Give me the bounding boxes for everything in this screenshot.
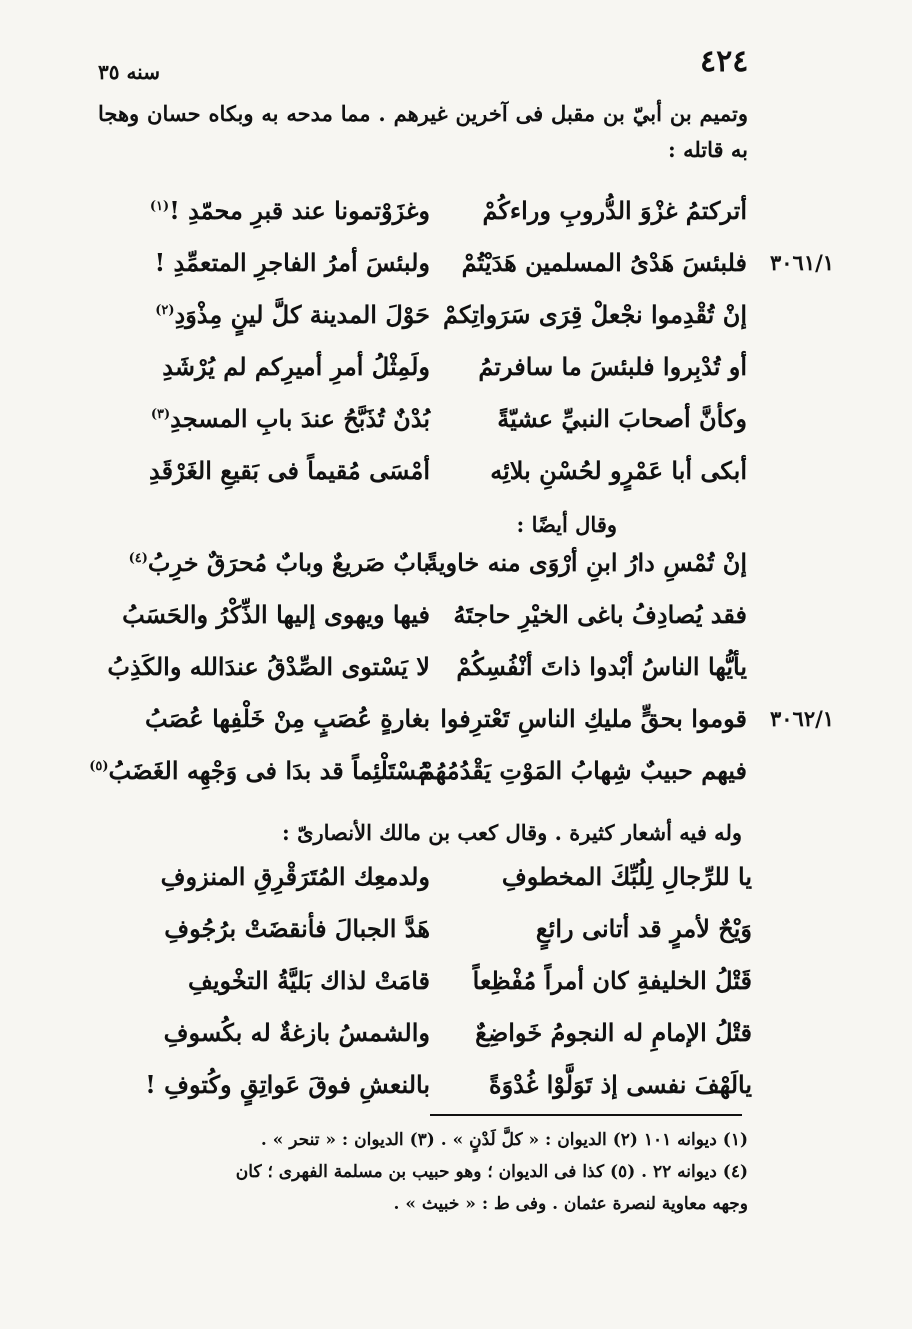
verse-hemistich-second (100, 404, 430, 456)
verse-hemistich-first: فيهم حبيبٌ شِهابُ المَوْتِ يَقْدُمُهُمْ (419, 756, 747, 785)
verse-text: ولَمِثْلُ أمرِ أميرِكم لم يُرْشَدِ (162, 352, 430, 381)
verse-hemistich-first: أو تُدْبِروا فلبئسَ ما سافرتمُ (478, 352, 747, 381)
verse-hemistich-first: فلبئسَ هَدْىُ المسلمين هَدَيْتُمْ (461, 248, 747, 277)
verse-hemistich-first: أتركتمُ غزْوَ الدُّروبِ وراءكُمْ (482, 196, 747, 225)
verse-hemistich-first: وَيْحٌ لأمرٍ قد أتانى رائعٍ (535, 914, 752, 943)
verse-hemistich-first: إنْ تُمْسِ دارُ ابنِ أرْوَى منه خاويةً (425, 548, 747, 577)
verse-hemistich-second (89, 756, 430, 808)
verse-hemistich-second (130, 1018, 430, 1070)
verse-hemistich-first: قتْلُ الإمامِ له النجومُ خَواضِعٌ (475, 1018, 752, 1047)
verse-hemistich-second (100, 456, 430, 508)
verse-hemistich-first: فقد يُصادِفُ باغى الخيْرِ حاجتَهُ (453, 600, 747, 629)
verse-hemistich-second (130, 966, 430, 1018)
verse-hemistich-second (100, 352, 430, 404)
verse-text: بابٌ صَريعٌ وبابٌ مُحرَقٌ خرِبُ (147, 548, 430, 577)
margin-reference-1: ٣٠٦١/١ (770, 250, 835, 275)
footnote-marker: (١) (149, 199, 170, 214)
verse-text: لا يَسْتوى الصِّدْقُ عندَالله والكَذِبُ (107, 652, 430, 681)
verse-hemistich-second (100, 248, 430, 300)
verse-hemistich-second (100, 652, 430, 704)
footnote-marker: (٣) (150, 407, 171, 422)
verse-hemistich-second (100, 196, 430, 248)
verse-hemistich-second (130, 914, 430, 966)
verse-text: قامَتْ لذاك بَليَّةُ التخْويفِ (187, 966, 430, 995)
verse-text: ولدمعِك المُتَرَقْرِقِ المنزوفِ (160, 862, 430, 891)
running-header-year: سنه ٣٥ (98, 60, 160, 84)
intro-paragraph: وتميم بن أبيّ بن مقبل فى آخرين غيرهم . مما مدحه به وبكاه حسان وهجا به قاتله : (98, 101, 748, 162)
footnote-separator (430, 1114, 742, 1116)
verse-text: أمْسَى مُقيماً فى بَقيعِ الغَرْقَدِ (149, 456, 430, 485)
footnote-line-1: (١) ديوانه ١٠١ (٢) الديوان : « كلَّ لَدْنٍ » . (٣) الديوان : « تنحر » . (260, 1130, 748, 1150)
verse-text: مُسْتَلْئِماً قد بدَا فى وَجْهِه الغَضَبُ (108, 756, 430, 785)
verse-text: بُدْنٌ تُذَبَّحُ عندَ بابِ المسجدِ (170, 404, 430, 433)
verse-text: ولبئسَ أمرُ الفاجرِ المتعمِّدِ ! (154, 248, 430, 277)
footnote-marker: (٤) (128, 551, 148, 566)
verse-hemistich-second (100, 600, 430, 652)
verse-hemistich-first: يا للرِّجالِ لِلُبِّكَ المخطوفِ (501, 862, 752, 891)
verse-hemistich-second (100, 300, 430, 352)
verse-hemistich-second (130, 1070, 430, 1122)
verse-text: فيها ويهوى إليها الذِّكْرُ والحَسَبُ (122, 600, 430, 629)
verse-hemistich-first: يأيُّها الناسُ أبْدوا ذاتَ أنْفُسِكُمْ (456, 652, 747, 681)
footnote-marker: (٢) (155, 303, 175, 318)
verse-text: حَوْلَ المدينة كلَّ لينٍ مِذْوَدِ (174, 300, 430, 329)
margin-reference-2: ٣٠٦٢/١ (770, 706, 835, 731)
verse-text: بالنعشِ فوقَ عَواتِقٍ وكُتوفِ ! (145, 1070, 430, 1099)
footnote-line-3: وجهه معاوية لنصرة عثمان . وفى ط : « خبيث » . (393, 1194, 748, 1214)
verse-hemistich-first: أبكى أبا عَمْرٍو لحُسْنِ بلائِه (490, 456, 747, 485)
verse-hemistich-first: وكأنَّ أصحابَ النبيِّ عشيّةً (497, 404, 747, 433)
page-number: ٤٢٤ (700, 44, 749, 79)
subheading-2: وله فيه أشعار كثيرة . وقال كعب بن مالك الأنصارىّ : (282, 820, 742, 845)
verse-hemistich-second (100, 548, 430, 600)
verse-hemistich-first: يالَهْفَ نفسى إذ تَوَلَّوْا غُدْوَةً (489, 1070, 752, 1099)
footnote-line-2: (٤) ديوانه ٢٢ . (٥) كذا فى الديوان ؛ وهو حبيب بن مسلمة الفهرى ؛ كان (235, 1162, 748, 1182)
verse-text: والشمسُ بازغةٌ له بكُسوفِ (163, 1018, 430, 1047)
verse-hemistich-second (130, 862, 430, 914)
verse-text: بغارةٍ عُصَبٍ مِنْ خَلْفِها عُصَبُ (145, 704, 430, 733)
verse-text: وغزَوْتمونا عند قبرِ محمّدِ ! (169, 196, 430, 225)
footnote-marker: (٥) (89, 759, 109, 774)
verse-hemistich-first: إنْ تُقْدِموا نجْعلْ قِرَى سَرَواتِكمْ (443, 300, 747, 329)
verse-hemistich-second (100, 704, 430, 756)
verse-text: هَدَّ الجبالَ فأنقضَتْ برُجُوفِ (164, 914, 430, 943)
verse-hemistich-first: قَتْلُ الخليفةِ كان أمراً مُفْظِعاً (472, 966, 752, 995)
subheading-1: وقال أيضًا : (516, 512, 617, 537)
verse-hemistich-first: قوموا بحقٍّ مليكِ الناسِ تَعْترِفوا (440, 704, 747, 733)
